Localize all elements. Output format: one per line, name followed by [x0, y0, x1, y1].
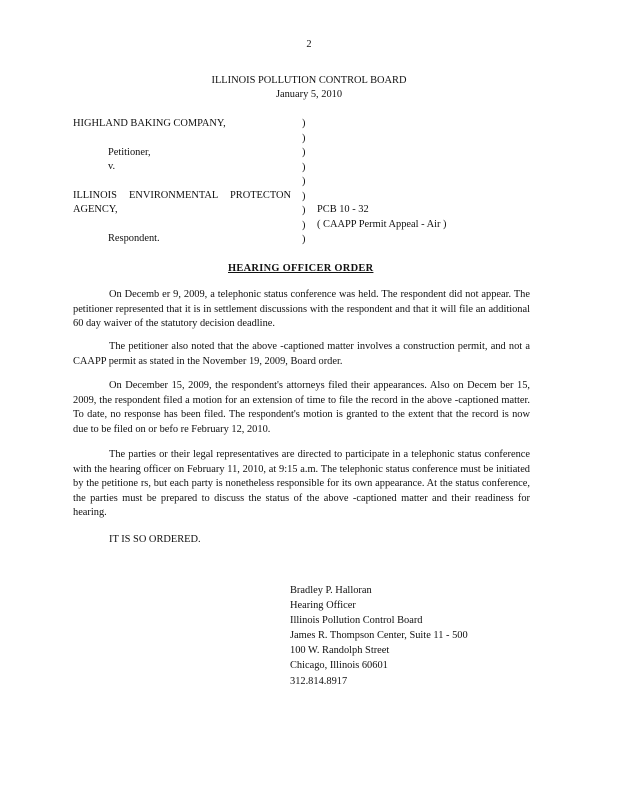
respondent-name-line2: AGENCY, — [73, 204, 118, 215]
petitioner-role: Petitioner, — [108, 147, 151, 158]
paragraph-2: The petitioner also noted that the above -captioned matter involves a construction permit, and not a CAAPP permit as stated in the November 19, 2009, Board order. — [73, 341, 530, 367]
page-number: 2 — [306, 39, 312, 50]
signer-title: Hearing Officer — [290, 600, 356, 612]
versus: v. — [108, 161, 116, 172]
caption-parens: ) ) ) ) ) ) ) ) ) — [302, 118, 306, 245]
paragraph-1: On Decemb er 9, 2009, a telephonic status conference was held. The respondent did not appear. The petitioner represented that it is in settlement discussions with the respondent and that it will file an additional 60 day waiver of the statutory decision deadline. — [73, 289, 530, 329]
board-title: ILLINOIS POLLUTION CONTROL BOARD — [211, 75, 407, 86]
order-heading: HEARING OFFICER ORDER — [228, 263, 374, 274]
respondent-name-line1: ILLINOIS ENVIRONMENTAL PROTECTON — [73, 190, 291, 201]
signer-organization: Illinois Pollution Control Board — [290, 615, 423, 627]
signer-name: Bradley P. Halloran — [290, 585, 372, 596]
signature-block — [290, 583, 468, 689]
respondent-role: Respondent. — [108, 233, 160, 244]
case-type: ( CAAPP Permit Appeal - Air ) — [317, 219, 447, 230]
signer-street: 100 W. Randolph Street — [290, 645, 390, 657]
paragraph-4: The parties or their legal representatives are directed to participate in a telephonic status conference with the hearing officer on February 11, 2010, at 9:15 a.m. The telephonic status conference must be initiated by the petitione rs, but each party is nonetheless responsible for its own appearance. At the status conference, the parties must be prepared to discuss the status of the above -captioned matter and their readiness for hearing. — [73, 449, 530, 518]
petitioner-name: HIGHLAND BAKING COMPANY, — [73, 118, 226, 129]
document-date: January 5, 2010 — [275, 89, 343, 100]
signer-city: Chicago, Illinois 60601 — [290, 660, 388, 672]
signer-phone: 312.814.8917 — [290, 675, 348, 687]
case-number: PCB 10 - 32 — [317, 204, 369, 215]
so-ordered: IT IS SO ORDERED. — [109, 534, 201, 545]
paragraph-3: On December 15, 2009, the respondent's attorneys filed their appearances. Also on Decem ber 15, 2009, the respondent filed a motion for an extension of time to file the record in the above -captioned matter. To date, no response has been filed. The respondent's motion is granted to the extent that the record is now due to be filed on or befo re February 12, 2010. — [73, 380, 530, 435]
signer-building: James R. Thompson Center, Suite 11 - 500 — [290, 630, 468, 642]
